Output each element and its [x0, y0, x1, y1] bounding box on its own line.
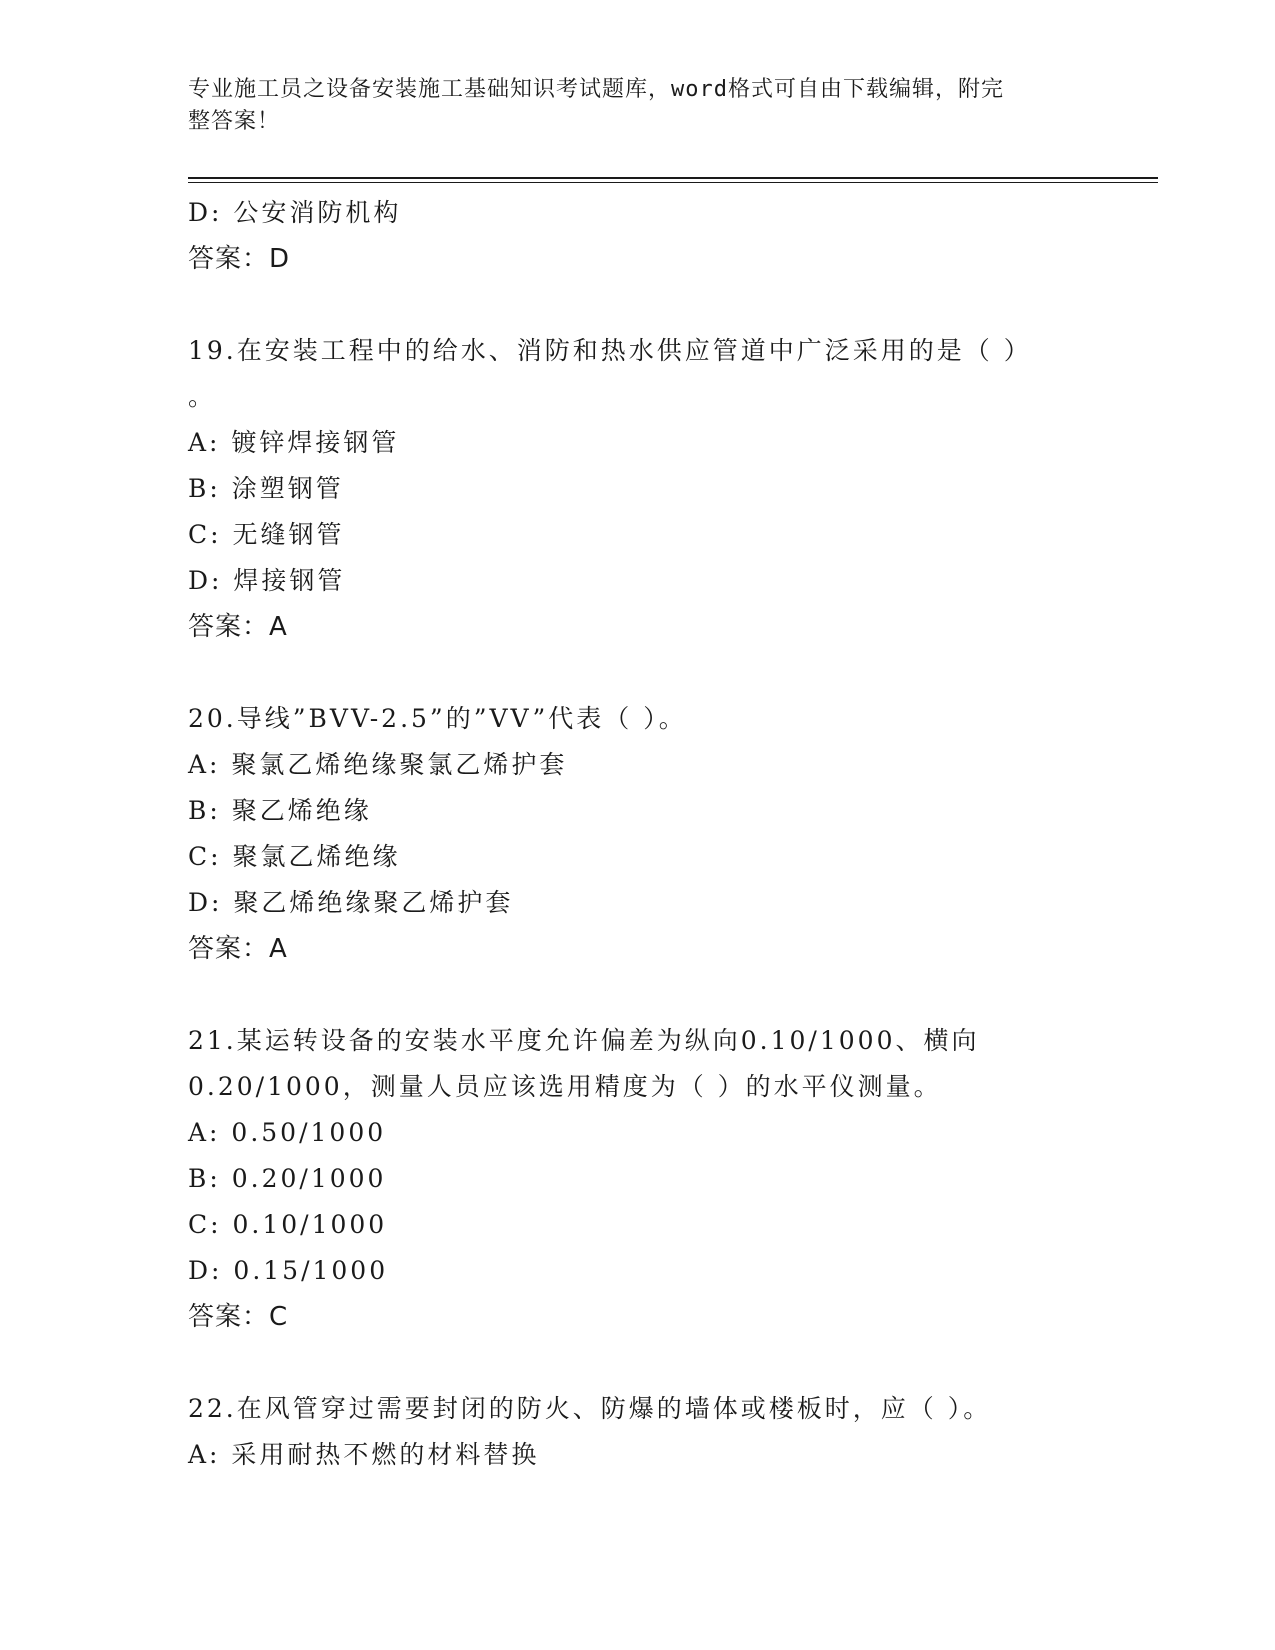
previous-question-tail: [188, 190, 1088, 282]
option-a: A: 0.50/1000: [188, 1118, 387, 1147]
option-a: A: 聚氯乙烯绝缘聚氯乙烯护套: [188, 750, 568, 779]
answer-line: [188, 1294, 1088, 1340]
answer-line: [188, 926, 1088, 972]
question-stem-line-1: 22.在风管穿过需要封闭的防火、防爆的墙体或楼板时，应（ ）。: [188, 1394, 992, 1423]
document-header: [188, 74, 1088, 138]
option-d: D: 焊接钢管: [188, 566, 346, 595]
question-stem-line-1: 21.某运转设备的安装水平度允许偏差为纵向0.10/1000、横向: [188, 1026, 980, 1055]
answer-label: 答案：: [188, 1302, 270, 1332]
option-d: D: 聚乙烯绝缘聚乙烯护套: [188, 888, 514, 917]
question-20: [188, 696, 1088, 972]
option-c: C: 聚氯乙烯绝缘: [188, 842, 401, 871]
header-divider-thick: [188, 177, 1158, 179]
header-line-2: 整答案！: [188, 109, 281, 134]
question-21: [188, 1018, 1088, 1340]
option-a: A: 采用耐热不燃的材料替换: [188, 1440, 540, 1469]
answer-label: 答案：: [188, 934, 270, 964]
option-c: C: 无缝钢管: [188, 520, 345, 549]
question-stem-line-2: 。: [188, 382, 217, 411]
option-c: C: 0.10/1000: [188, 1210, 388, 1239]
question-stem-line-1: 19.在安装工程中的给水、消防和热水供应管道中广泛采用的是（ ）: [188, 336, 1032, 365]
header-line-1: 专业施工员之设备安装施工基础知识考试题库，word格式可自由下载编辑，附完: [188, 77, 1004, 102]
question-stem-line-1: 20.导线”BVV-2.5”的”VV”代表（ ）。: [188, 704, 687, 733]
option-b: B: 涂塑钢管: [188, 474, 344, 503]
option-b: B: 0.20/1000: [188, 1164, 387, 1193]
question-stem-line-2: 0.20/1000，测量人员应该选用精度为（ ）的水平仪测量。: [188, 1072, 942, 1101]
answer-line: [188, 236, 1088, 282]
question-content: [188, 190, 1088, 1478]
option-b: B: 聚乙烯绝缘: [188, 796, 372, 825]
answer-value: A: [269, 934, 288, 964]
answer-label: 答案：: [188, 244, 270, 274]
answer-value: A: [269, 612, 288, 642]
answer-value: D: [269, 244, 291, 274]
option-d: D: 0.15/1000: [188, 1256, 389, 1285]
answer-label: 答案：: [188, 612, 270, 642]
header-divider-thin: [188, 182, 1158, 183]
option-d: D: 公安消防机构: [188, 198, 402, 227]
answer-value: C: [269, 1302, 289, 1332]
option-a: A: 镀锌焊接钢管: [188, 428, 400, 457]
question-22: [188, 1386, 1088, 1478]
question-19: [188, 328, 1088, 650]
answer-line: [188, 604, 1088, 650]
